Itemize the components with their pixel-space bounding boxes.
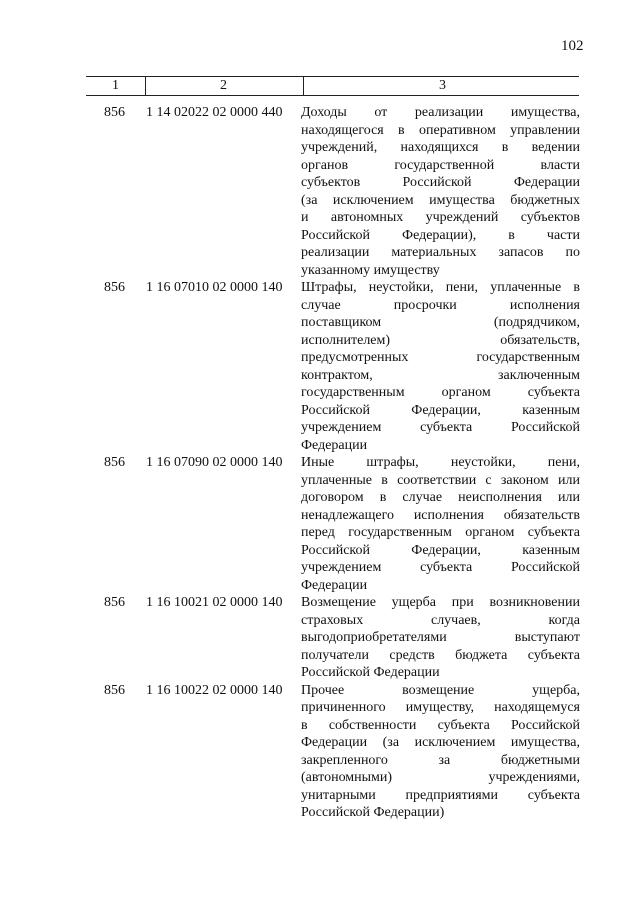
description-line: причиненного имуществу, находящемуся bbox=[301, 700, 580, 715]
description-line: органов государственной власти bbox=[301, 157, 580, 173]
description-line: Российской Федерации, казенным bbox=[301, 542, 580, 558]
admin-code: 856 bbox=[104, 455, 125, 470]
budget-code: 1 16 07010 02 0000 140 bbox=[146, 280, 283, 295]
description-line: исполнителем) обязательств, bbox=[301, 332, 580, 348]
header-divider bbox=[303, 77, 304, 95]
description-line: учреждений, находящихся в ведении bbox=[301, 140, 580, 155]
table-row bbox=[0, 454, 639, 594]
description-line: и автономных учреждений субъектов bbox=[301, 210, 580, 225]
budget-code: 1 16 07090 02 0000 140 bbox=[146, 455, 283, 470]
admin-code: 856 bbox=[104, 280, 125, 295]
description-line: Федерации (за исключением имущества, bbox=[301, 735, 580, 750]
description-line: находящегося в оперативном управлении bbox=[301, 122, 580, 138]
description-line: учреждением субъекта Российской bbox=[301, 560, 580, 575]
table-row bbox=[0, 104, 639, 279]
description-line: поставщиком (подрядчиком, bbox=[301, 315, 580, 330]
income-description bbox=[301, 104, 580, 279]
description-line: Российской Федерации) bbox=[301, 805, 445, 820]
income-description bbox=[301, 682, 580, 822]
description-line: закрепленного за бюджетными bbox=[301, 752, 580, 768]
admin-code: 856 bbox=[104, 105, 125, 120]
admin-code: 856 bbox=[104, 682, 125, 698]
description-line: указанному имуществу bbox=[301, 262, 440, 278]
description-line: унитарными предприятиями субъекта bbox=[301, 787, 580, 803]
description-line: государственным органом субъекта bbox=[301, 385, 580, 400]
budget-code: 1 16 10022 02 0000 140 bbox=[146, 682, 283, 698]
budget-code: 1 14 02022 02 0000 440 bbox=[146, 105, 283, 120]
description-line: Иные штрафы, неустойки, пени, bbox=[301, 455, 580, 470]
income-description bbox=[301, 594, 580, 682]
description-line: уплаченные в соответствии с законом или bbox=[301, 472, 580, 488]
description-line: Федерации bbox=[301, 437, 368, 453]
description-line: Российской Федерации, казенным bbox=[301, 402, 580, 418]
description-line: Федерации bbox=[301, 577, 368, 593]
description-line: предусмотренных государственным bbox=[301, 350, 580, 365]
description-line: Российской Федерации), в части bbox=[301, 227, 580, 243]
description-line: ненадлежащего исполнения обязательств bbox=[301, 507, 580, 523]
table-header bbox=[86, 76, 579, 96]
budget-code: 1 16 10021 02 0000 140 bbox=[146, 595, 283, 610]
description-line: страховых случаев, когда bbox=[301, 612, 580, 628]
description-line: получатели средств бюджета субъекта bbox=[301, 647, 580, 663]
table-row bbox=[0, 682, 639, 822]
header-divider bbox=[145, 77, 146, 95]
header-col-1: 1 bbox=[112, 78, 119, 93]
description-line: (автономными) учреждениями, bbox=[301, 770, 580, 785]
table-body bbox=[0, 104, 639, 822]
table-row bbox=[0, 594, 639, 682]
description-line: Прочее возмещение ущерба, bbox=[301, 682, 580, 698]
header-col-2: 2 bbox=[220, 78, 227, 93]
description-line: Доходы от реализации имущества, bbox=[301, 105, 580, 120]
description-line: Штрафы, неустойки, пени, уплаченные в bbox=[301, 280, 580, 295]
description-line: (за исключением имущества бюджетных bbox=[301, 192, 580, 208]
description-line: субъектов Российской Федерации bbox=[301, 175, 580, 190]
description-line: договором в случае неисполнения или bbox=[301, 490, 580, 505]
description-line: выгодоприобретателями выступают bbox=[301, 630, 580, 645]
page-number: 102 bbox=[561, 38, 584, 54]
description-line: реализации материальных запасов по bbox=[301, 245, 580, 260]
header-col-3: 3 bbox=[439, 78, 446, 93]
admin-code: 856 bbox=[104, 595, 125, 610]
table-row bbox=[0, 279, 639, 454]
description-line: контрактом, заключенным bbox=[301, 367, 580, 383]
description-line: Возмещение ущерба при возникновении bbox=[301, 595, 580, 610]
description-line: перед государственным органом субъекта bbox=[301, 525, 580, 540]
description-line: случае просрочки исполнения bbox=[301, 297, 580, 313]
description-line: Российской Федерации bbox=[301, 665, 440, 680]
income-description bbox=[301, 279, 580, 454]
income-description bbox=[301, 454, 580, 594]
description-line: учреждением субъекта Российской bbox=[301, 420, 580, 435]
description-line: в собственности субъекта Российской bbox=[301, 717, 580, 733]
